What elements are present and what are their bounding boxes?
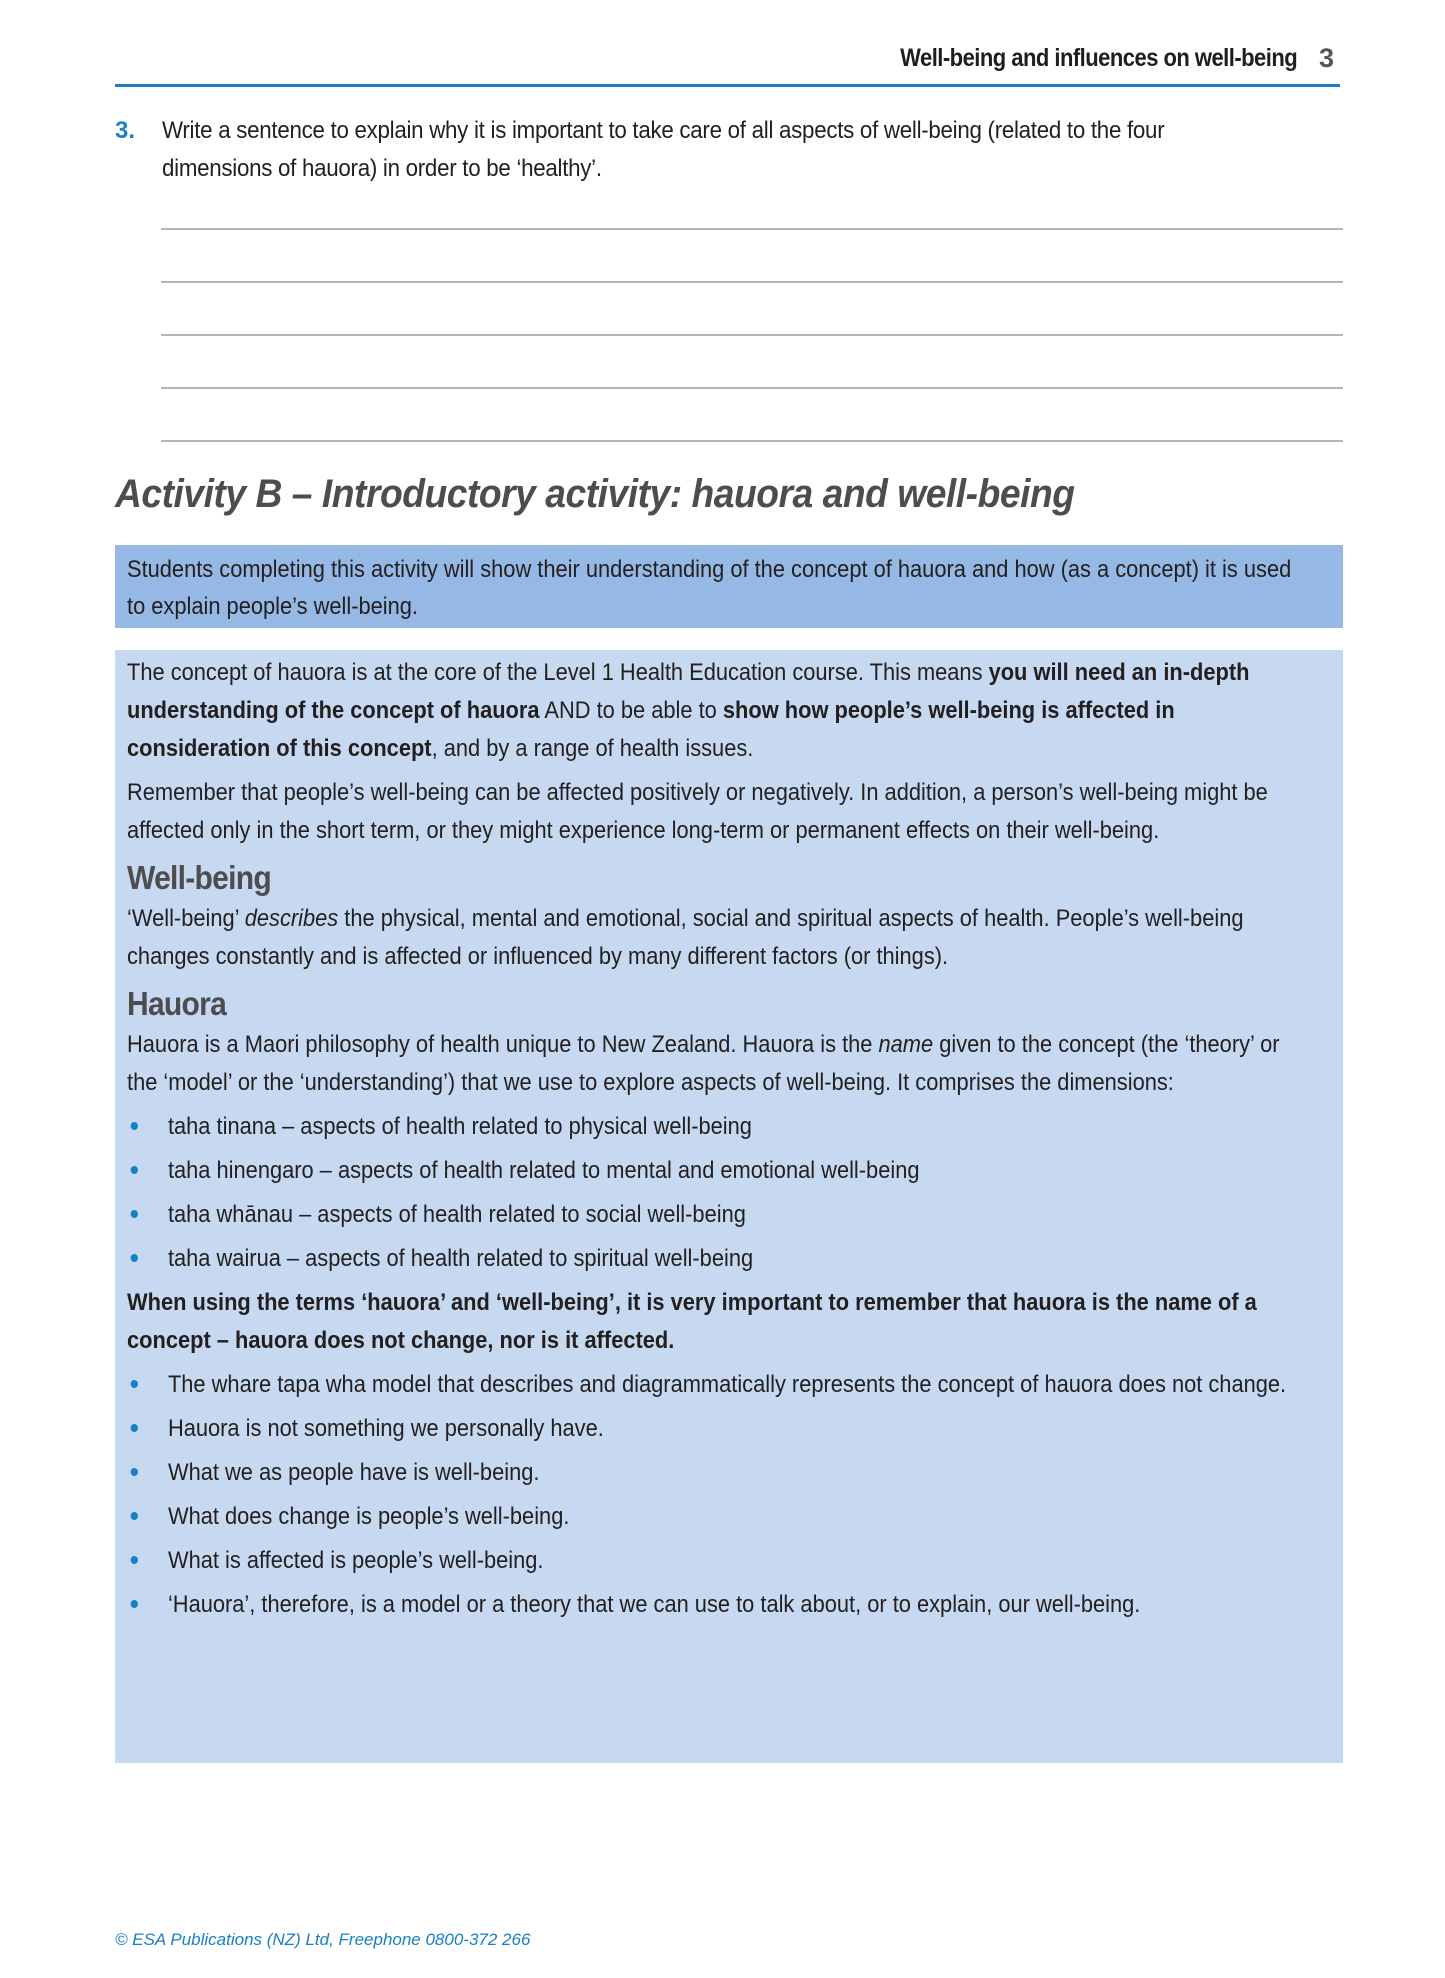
bullet-icon	[131, 1424, 138, 1432]
intro-bold-1: you will need an in-depth understanding of the concept of hauora	[127, 659, 1250, 724]
answer-line[interactable]	[161, 281, 1343, 334]
intro-text: The concept of hauora is at the core of the Level 1 Health Education course. This means	[127, 659, 989, 686]
list-item	[127, 1108, 1310, 1146]
answer-line[interactable]	[161, 387, 1343, 440]
list-item	[127, 1542, 1310, 1580]
list-item-text: Hauora is not something we personally have.	[167, 1415, 604, 1442]
activity-title: Activity B – Introductory activity: hauora and well-being	[115, 472, 1075, 516]
list-item	[127, 1498, 1310, 1536]
list-item-text: taha hinengaro – aspects of health related to mental and emotional well-being	[167, 1157, 920, 1184]
answer-line[interactable]	[161, 228, 1343, 281]
bullet-icon	[131, 1254, 138, 1262]
activity-summary-box	[115, 545, 1343, 628]
list-item-text: taha tinana – aspects of health related to physical well-being	[167, 1113, 752, 1140]
bullet-icon	[131, 1210, 138, 1218]
key-points-list	[127, 1366, 1310, 1624]
list-item	[127, 1196, 1310, 1234]
list-item	[127, 1366, 1310, 1404]
content-box	[115, 650, 1343, 1763]
answer-line[interactable]	[161, 440, 1343, 442]
copyright-footer: © ESA Publications (NZ) Ltd, Freephone 0800-372 266	[115, 1930, 531, 1949]
list-item	[127, 1454, 1310, 1492]
list-item-text: What we as people have is well-being.	[167, 1459, 540, 1486]
question-number: 3.	[115, 117, 136, 144]
list-item-text: The whare tapa wha model that describes and diagrammatically represents the concept of hauora does not change.	[167, 1371, 1287, 1398]
list-item	[127, 1586, 1310, 1624]
hauora-text: given to the concept (the ‘theory’ or the ‘model’ or the ‘understanding’) that we use to explore aspects of well-being. It comprises the dimensions:	[127, 1031, 1280, 1096]
bullet-icon	[131, 1600, 138, 1608]
intro-text: AND to be able to	[539, 697, 723, 724]
wellbeing-heading: Well-being	[127, 859, 271, 896]
wellbeing-text: the physical, mental and emotional, social and spiritual aspects of health. People’s well-being changes constantly and is affected or influenced by many different factors (or things).	[127, 905, 1244, 970]
intro-text: , and by a range of health issues.	[431, 735, 754, 762]
bullet-icon	[131, 1122, 138, 1130]
bullet-icon	[131, 1468, 138, 1476]
hauora-italic: name	[878, 1031, 934, 1058]
answer-area[interactable]	[161, 228, 1343, 442]
hauora-text: Hauora is a Maori philosophy of health unique to New Zealand. Hauora is the	[127, 1031, 879, 1058]
page-number: 3	[1318, 42, 1334, 73]
list-item	[127, 1410, 1310, 1448]
wellbeing-italic: describes	[244, 905, 339, 932]
intro-paragraph-2: Remember that people’s well-being can be affected positively or negatively. In addition, a person’s well-being might be affected only in the short term, or they might experience long-term or permanent effects on their well-being.	[127, 779, 1268, 844]
chapter-title: Well-being and influences on well-being	[899, 43, 1297, 72]
content-inner	[127, 654, 1310, 1630]
list-item-text: ‘Hauora’, therefore, is a model or a theory that we can use to talk about, or to explain, our well-being.	[167, 1591, 1141, 1618]
bullet-icon	[131, 1556, 138, 1564]
list-item-text: taha whānau – aspects of health related to social well-being	[167, 1201, 746, 1228]
list-item	[127, 1152, 1310, 1190]
bullet-icon	[131, 1380, 138, 1388]
list-item-text: What is affected is people’s well-being.	[167, 1547, 544, 1574]
dimensions-list	[127, 1108, 1310, 1278]
list-item-text: taha wairua – aspects of health related to spiritual well-being	[167, 1245, 754, 1272]
bullet-icon	[131, 1166, 138, 1174]
intro-paragraph-1	[127, 654, 1310, 768]
answer-line[interactable]	[161, 334, 1343, 387]
wellbeing-text: ‘Well-being’	[127, 905, 245, 932]
running-header	[115, 32, 1340, 87]
list-item-text: What does change is people’s well-being.	[167, 1503, 570, 1530]
bullet-icon	[131, 1512, 138, 1520]
list-item	[127, 1240, 1310, 1278]
question-3	[115, 112, 1345, 188]
important-callout: When using the terms ‘hauora’ and ‘well-being’, it is very important to remember that hauora is the name of a concept – hauora does not change, nor is it affected.	[127, 1289, 1257, 1354]
activity-summary-text: Students completing this activity will show their understanding of the concept of hauora and how (as a concept) it is used to explain people’s well-being.	[127, 556, 1292, 620]
question-text: Write a sentence to explain why it is important to take care of all aspects of well-being (related to the four dimensions of hauora) in order to be ‘healthy’.	[162, 117, 1165, 182]
hauora-paragraph	[127, 1026, 1310, 1102]
wellbeing-paragraph	[127, 900, 1310, 976]
intro-bold-2: show how people’s well-being is affected in consideration of this concept	[127, 697, 1175, 762]
hauora-heading: Hauora	[127, 985, 227, 1022]
